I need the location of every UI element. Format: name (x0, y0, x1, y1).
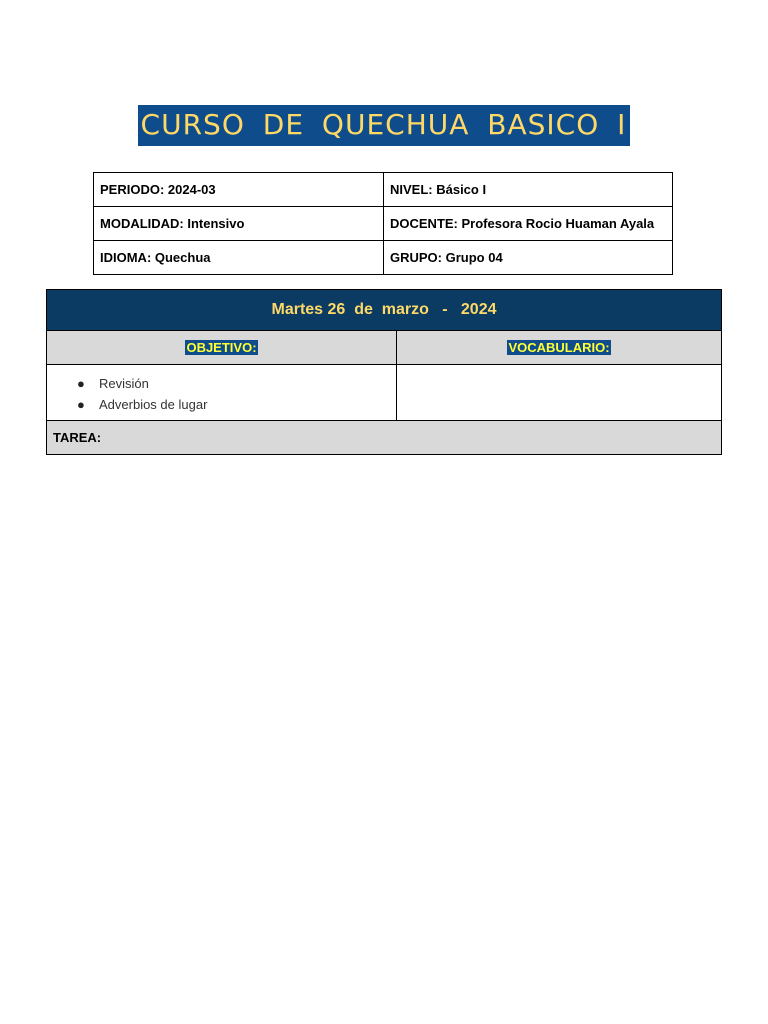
objetivo-label: OBJETIVO: (186, 339, 257, 355)
periodo-cell: PERIODO: 2024-03 (94, 173, 384, 207)
lesson-table (46, 289, 722, 455)
header-row (47, 331, 722, 365)
vocabulario-header-cell (397, 331, 722, 365)
content-row (47, 365, 722, 421)
list-item (77, 394, 396, 415)
date-row (47, 290, 722, 331)
tarea-row (47, 421, 722, 455)
bullet-icon: ● (77, 397, 85, 412)
idioma-cell: IDIOMA: Quechua (94, 241, 384, 275)
objetivo-content-cell (47, 365, 397, 421)
tarea-cell: TAREA: (47, 421, 722, 455)
list-item-text: Revisión (99, 376, 149, 391)
modalidad-cell: MODALIDAD: Intensivo (94, 207, 384, 241)
vocabulario-label: VOCABULARIO: (508, 339, 610, 355)
objetivo-list (47, 365, 396, 415)
docente-cell: DOCENTE: Profesora Rocio Huaman Ayala (384, 207, 673, 241)
course-info-table (93, 172, 673, 275)
date-cell (47, 290, 722, 331)
info-row (94, 173, 673, 207)
page-title: CURSO DE QUECHUA BASICO I (138, 105, 631, 146)
list-item-text: Adverbios de lugar (99, 397, 208, 412)
vocabulario-content-cell (397, 365, 722, 421)
nivel-cell: NIVEL: Básico I (384, 173, 673, 207)
info-row (94, 241, 673, 275)
grupo-cell: GRUPO: Grupo 04 (384, 241, 673, 275)
title-container (0, 105, 768, 146)
list-item (77, 373, 396, 394)
lesson-date: Martes 26 de marzo - 2024 (271, 301, 497, 318)
bullet-icon: ● (77, 376, 85, 391)
objetivo-header-cell (47, 331, 397, 365)
info-row (94, 207, 673, 241)
